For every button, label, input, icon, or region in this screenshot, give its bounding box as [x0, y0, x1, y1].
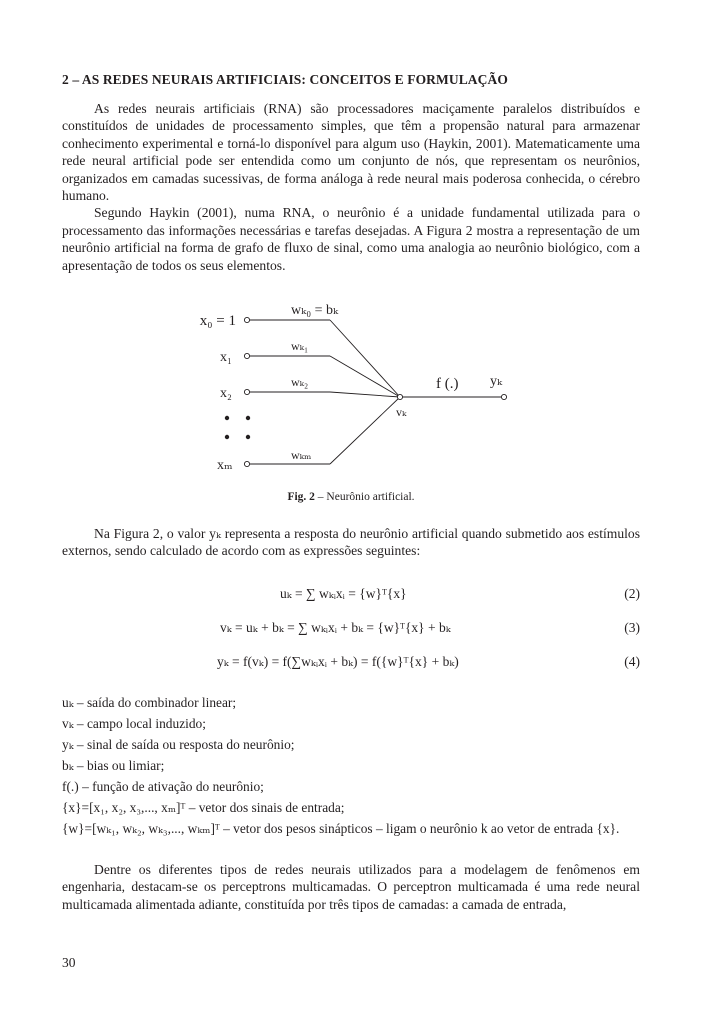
definition-item: {x}=[x₁, x₂, x₃,..., xₘ]ᵀ – vetor dos sinais de entrada; — [62, 799, 345, 815]
definition-item: uₖ – saída do combinador linear; — [62, 694, 237, 710]
equation-2 — [62, 578, 640, 612]
weight-label-0: wₖ₀ = bₖ — [291, 303, 339, 319]
weight-label-1: wₖ₁ — [291, 339, 309, 354]
figure-caption — [62, 491, 640, 503]
caption-text: – Neurônio artificial. — [314, 491, 415, 504]
output-label: yₖ — [490, 374, 503, 390]
equation-number: (4) — [624, 653, 640, 669]
synapse-m — [330, 397, 400, 464]
input-label-1: x₁ — [220, 350, 232, 366]
synapse-0 — [330, 320, 400, 397]
node-label-vk: vₖ — [396, 405, 407, 420]
input-node-2 — [244, 389, 249, 394]
definition-item: bₖ – bias ou limiar; — [62, 757, 165, 773]
equation-body: vₖ = uₖ + bₖ = ∑ wₖᵢxᵢ + bₖ = {w}ᵀ{x} + bₖ — [220, 619, 451, 635]
summing-node — [397, 394, 402, 399]
equation-number: (3) — [624, 619, 640, 635]
input-node-0 — [244, 317, 249, 322]
equation-body: uₖ = ∑ wₖᵢxᵢ = {w}ᵀ{x} — [280, 585, 407, 601]
paragraph-1: As redes neurais artificiais (RNA) são processadores maciçamente paralelos distribuídos e constituídos de unidades de processamento simples, que têm a propensão natural para armazenar conhecimento experimental e torná-lo disponível para algum uso (Haykin, 2001). Matematicamente uma rede neural artificial pode ser entendida como um conjunto de nós, que representam os neurônios, organizados em camadas sucessivas, de forma análoga à rede neural mais poderosa conhecida, o cérebro humano. — [62, 101, 640, 204]
weight-label-2: wₖ₂ — [291, 375, 309, 390]
definition-item: f(.) – função de ativação do neurônio; — [62, 778, 264, 794]
ellipsis-dot — [225, 435, 229, 439]
equation-4 — [62, 646, 640, 680]
equation-body: yₖ = f(vₖ) = f(∑wₖᵢxᵢ + bₖ) = f({w}ᵀ{x} + bₖ) — [217, 653, 459, 669]
page-number: 30 — [62, 955, 76, 970]
equation-3 — [62, 612, 640, 646]
activation-label: f (.) — [436, 376, 459, 393]
definition-item: {w}=[wₖ₁, wₖ₂, wₖ₃,..., wₖₘ]ᵀ – vetor dos pesos sinápticos – ligam o neurônio k ao vetor de entrada {x}. — [62, 820, 620, 836]
figure-neuron — [62, 286, 640, 491]
caption-label: Fig. 2 — [287, 491, 315, 504]
definition-item: yₖ – sinal de saída ou resposta do neurônio; — [62, 736, 295, 752]
equation-number: (2) — [624, 585, 640, 601]
paragraph-2: Segundo Haykin (2001), numa RNA, o neurônio é a unidade fundamental utilizada para o processamento das informações necessárias e tarefas desejadas. A Figura 2 mostra a representação de um neurônio artificial na forma de grafo de fluxo de sinal, como uma analogia ao neurônio biológico, com a apresentação de todos os seus elementos. — [62, 205, 640, 273]
ellipsis-dot — [246, 435, 250, 439]
neuron-diagram — [62, 286, 640, 491]
ellipsis-dot — [246, 416, 250, 420]
synapse-1 — [330, 356, 400, 397]
ellipsis-dot — [225, 416, 229, 420]
paragraph-4: Dentre os diferentes tipos de redes neurais utilizados para a modelagem de fenômenos em engenharia, destacam-se os perceptrons multicamadas. O perceptron multicamada é uma rede neural multicamada alimentada adiante, constituída por três tipos de camadas: a camada de entrada, — [62, 861, 640, 912]
section-heading: 2 – AS REDES NEURAIS ARTIFICIAIS: CONCEITOS E FORMULAÇÃO — [62, 72, 508, 87]
paragraph-3: Na Figura 2, o valor yₖ representa a resposta do neurônio artificial quando submetido aos estímulos externos, sendo calculado de acordo com as expressões seguintes: — [62, 526, 640, 559]
output-node — [501, 394, 506, 399]
definition-item: vₖ – campo local induzido; — [62, 715, 206, 731]
weight-label-m: wₖₘ — [291, 448, 312, 463]
input-label-m: xₘ — [217, 458, 233, 474]
input-node-m — [244, 461, 249, 466]
input-label-2: x₂ — [220, 386, 232, 402]
input-label-0: x₀ = 1 — [199, 313, 236, 330]
definitions-list — [62, 692, 640, 839]
synapse-2 — [330, 392, 400, 397]
input-node-1 — [244, 353, 249, 358]
page-body — [62, 72, 640, 913]
